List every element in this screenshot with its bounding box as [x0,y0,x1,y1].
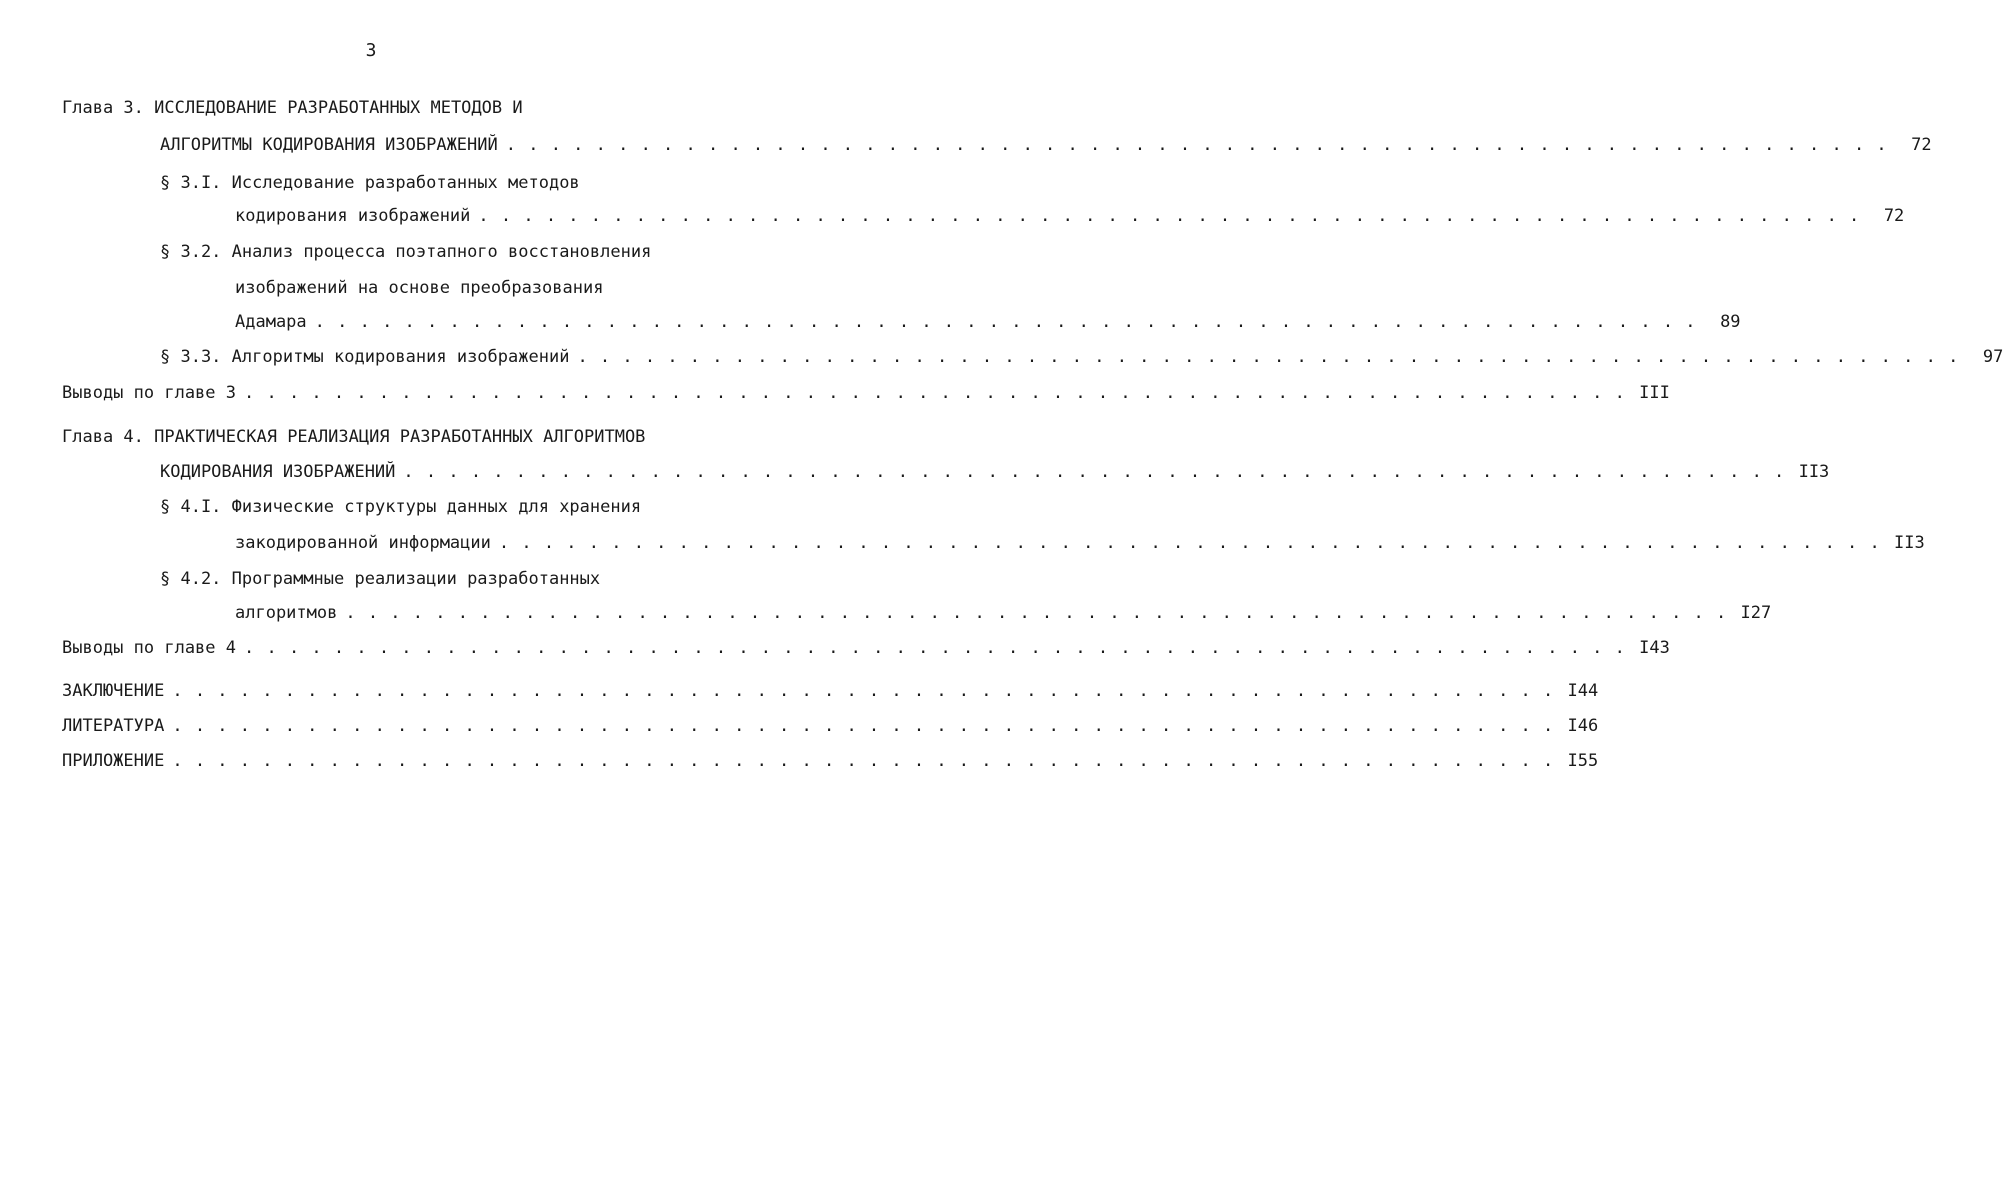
section-title-cont: Адамара [235,312,307,332]
leader-dots: . . . . . . . . . . . . . . . . . . . . . . . . . . . . . . . . . . . . . . . . . . . . . . . . . . . . . . . . . . . . . . [505,135,1888,155]
chapter3-heading-line2 [160,134,1932,156]
chapter3-summary [62,382,1670,404]
section-title: Алгоритмы кодирования изображений [231,347,570,367]
page-number: 3 [365,40,377,61]
leader-dots: . . . . . . . . . . . . . . . . . . . . . . . . . . . . . . . . . . . . . . . . . . . . . . . . . . . . . . . . . . . . . . [478,206,1861,226]
section-title-cont: кодирования изображений [235,206,471,226]
section-3-1-line1 [160,172,580,194]
section-4-2-line1 [160,568,600,590]
back-matter-page: I55 [1567,751,1599,771]
section-4-1-line1 [160,496,641,518]
section-number: § 3.3. [160,347,222,367]
chapter4-title-line1: ПРАКТИЧЕСКАЯ РЕАЛИЗАЦИЯ РАЗРАБОТАННЫХ АЛГОРИТМОВ [154,427,646,447]
section-page: 89 [1720,312,1741,332]
chapter3-title-line2: АЛГОРИТМЫ КОДИРОВАНИЯ ИЗОБРАЖЕНИЙ [160,135,498,155]
chapter4-heading-line2 [160,461,1830,483]
section-3-3 [160,346,2003,368]
chapter3-page: 72 [1911,135,1932,155]
section-title-cont: закодированной информации [235,533,491,553]
section-3-2-line2: изображений на основе преобразования [235,278,604,298]
section-number: § 4.2. [160,569,222,589]
back-matter-label: ЛИТЕРАТУРА [62,716,165,736]
section-number: § 4.I. [160,497,222,517]
section-page: I27 [1740,603,1772,623]
section-title: Исследование разработанных методов [231,173,580,193]
chapter3-heading-line1 [62,97,523,119]
summary-label: Выводы по главе 3 [62,383,236,403]
leader-dots: . . . . . . . . . . . . . . . . . . . . . . . . . . . . . . . . . . . . . . . . . . . . . . . . . . . . . . . . . . . . . . [345,603,1728,623]
back-matter-conclusion [62,680,1599,702]
section-number: § 3.2. [160,242,222,262]
chapter4-summary [62,637,1670,659]
back-matter-literature [62,715,1599,737]
leader-dots: . . . . . . . . . . . . . . . . . . . . . . . . . . . . . . . . . . . . . . . . . . . . . . . . . . . . . . . . . . . . . . [577,347,1960,367]
chapter4-prefix: Глава 4. [62,427,144,447]
back-matter-appendix [62,750,1599,772]
leader-dots: . . . . . . . . . . . . . . . . . . . . . . . . . . . . . . . . . . . . . . . . . . . . . . . . . . . . . . . . . . . . . . [172,751,1555,771]
section-4-2-line2 [235,602,1772,624]
back-matter-label: ПРИЛОЖЕНИЕ [62,751,165,771]
section-title: Программные реализации разработанных [231,569,601,589]
section-3-2-line3 [235,311,1741,333]
leader-dots: . . . . . . . . . . . . . . . . . . . . . . . . . . . . . . . . . . . . . . . . . . . . . . . . . . . . . . . . . . . . . . [172,716,1555,736]
back-matter-page: I44 [1567,681,1599,701]
back-matter-label: ЗАКЛЮЧЕНИЕ [62,681,165,701]
chapter4-title-line2: КОДИРОВАНИЯ ИЗОБРАЖЕНИЙ [160,462,396,482]
section-title: Анализ процесса поэтапного восстановления [231,242,652,262]
leader-dots: . . . . . . . . . . . . . . . . . . . . . . . . . . . . . . . . . . . . . . . . . . . . . . . . . . . . . . . . . . . . . . [172,681,1555,701]
leader-dots: . . . . . . . . . . . . . . . . . . . . . . . . . . . . . . . . . . . . . . . . . . . . . . . . . . . . . . . . . . . . . . [244,638,1626,658]
summary-page: I43 [1639,638,1670,658]
chapter3-title-line1: ИССЛЕДОВАНИЕ РАЗРАБОТАННЫХ МЕТОДОВ И [154,98,523,118]
leader-dots: . . . . . . . . . . . . . . . . . . . . . . . . . . . . . . . . . . . . . . . . . . . . . . . . . . . . . . . . . . . . . . [498,533,1881,553]
leader-dots: . . . . . . . . . . . . . . . . . . . . . . . . . . . . . . . . . . . . . . . . . . . . . . . . . . . . . . . . . . . . . . [314,312,1697,332]
leader-dots: . . . . . . . . . . . . . . . . . . . . . . . . . . . . . . . . . . . . . . . . . . . . . . . . . . . . . . . . . . . . . . [244,383,1626,403]
leader-dots: . . . . . . . . . . . . . . . . . . . . . . . . . . . . . . . . . . . . . . . . . . . . . . . . . . . . . . . . . . . . . . [403,462,1786,482]
chapter4-page: II3 [1798,462,1830,482]
summary-page: III [1639,383,1670,403]
section-number: § 3.I. [160,173,222,193]
section-page: 97 [1982,347,2003,367]
section-title: Физические структуры данных для хранения [231,497,642,517]
back-matter-page: I46 [1567,716,1599,736]
summary-label: Выводы по главе 4 [62,638,236,658]
section-page: 72 [1883,206,1905,226]
chapter4-heading-line1 [62,426,645,448]
section-page: II3 [1894,533,1925,553]
section-3-2-line1 [160,241,651,263]
section-3-1-line2 [235,205,1905,227]
section-4-1-line2 [235,532,1925,554]
section-title-cont: алгоритмов [235,603,338,623]
chapter3-prefix: Глава 3. [62,98,144,118]
